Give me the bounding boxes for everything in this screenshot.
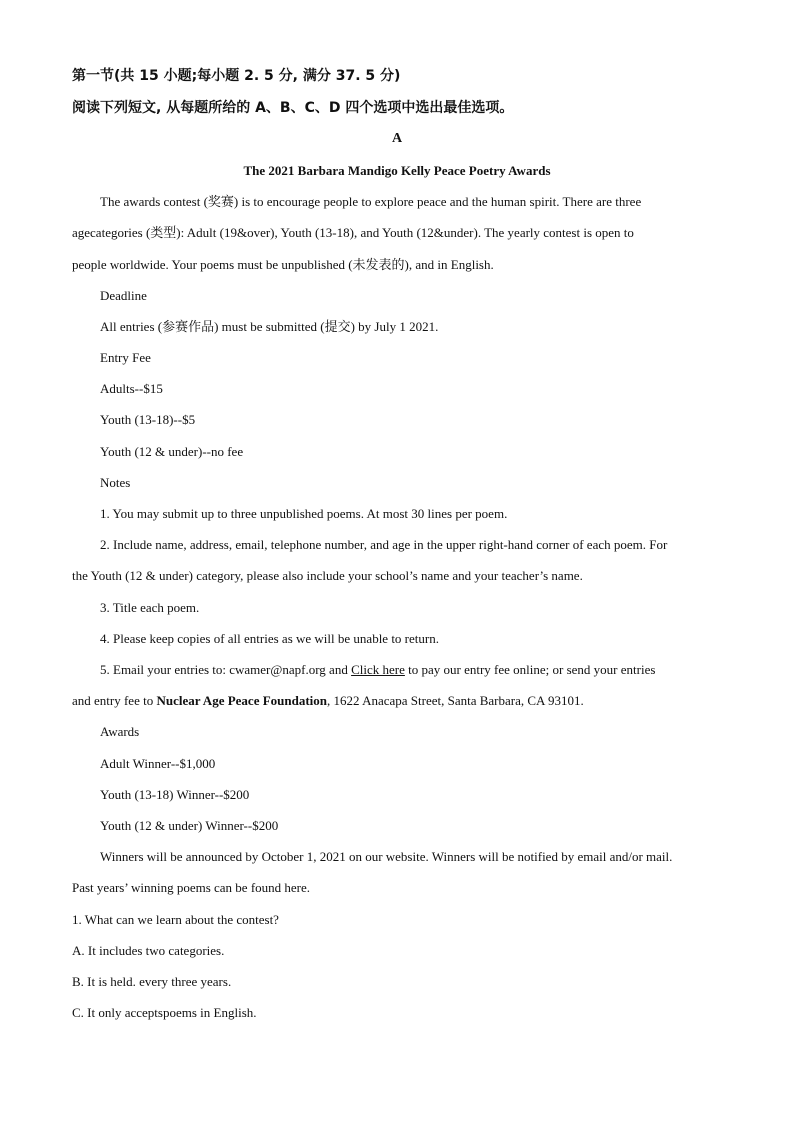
intro-line-1: The awards contest (奖赛) is to encourage people to explore peace and the human spirit. There are three [100, 194, 642, 209]
award-youth-13-18: Youth (13-18) Winner--$200 [100, 787, 250, 802]
note-5-line-2-start: and entry fee to [72, 693, 157, 708]
award-youth-12-under: Youth (12 & under) Winner--$200 [100, 818, 279, 833]
section-heading: 第一节(共 15 小题;每小题 2. 5 分, 满分 37. 5 分) [72, 68, 401, 84]
note-2-line-2: the Youth (12 & under) category, please also include your school’s name and your teacher’s name. [72, 568, 583, 583]
note-1: 1. You may submit up to three unpublished poems. At most 30 lines per poem. [100, 506, 508, 521]
option-a: A. It includes two categories. [72, 943, 225, 958]
note-5-text-end: to pay our entry fee online; or send your entries [404, 662, 656, 677]
entry-fee-heading: Entry Fee [100, 350, 151, 365]
option-c: C. It only acceptspoems in English. [72, 1005, 257, 1020]
passage-title: The 2021 Barbara Mandigo Kelly Peace Poetry Awards [243, 163, 551, 178]
note-3: 3. Title each poem. [100, 600, 200, 615]
note-5-line-1 [0, 662, 794, 678]
awards-heading: Awards [100, 724, 140, 739]
fee-item-adults: Adults--$15 [100, 381, 163, 396]
foundation-name: Nuclear Age Peace Foundation [156, 693, 328, 708]
passage-letter: A [391, 131, 403, 146]
note-2-line-1: 2. Include name, address, email, telephone number, and age in the upper right-hand corner of each poem. For [100, 537, 668, 552]
award-adult: Adult Winner--$1,000 [100, 756, 216, 771]
click-here-link[interactable]: Click here [351, 662, 405, 677]
deadline-heading: Deadline [100, 288, 147, 303]
question-stem: 1. What can we learn about the contest? [72, 912, 279, 927]
fee-item-youth-12-under: Youth (12 & under)--no fee [100, 444, 244, 459]
note-5-line-2 [0, 693, 794, 709]
note-4: 4. Please keep copies of all entries as we will be unable to return. [100, 631, 439, 646]
deadline-text: All entries (参赛作品) must be submitted (提交) by July 1 2021. [100, 319, 439, 334]
foundation-address: , 1622 Anacapa Street, Santa Barbara, CA 93101. [327, 693, 584, 708]
option-b: B. It is held. every three years. [72, 974, 232, 989]
instruction-heading: 阅读下列短文, 从每题所给的 A、B、C、D 四个选项中选出最佳选项。 [72, 100, 514, 116]
intro-line-2: agecategories (类型): Adult (19&over), Youth (13-18), and Youth (12&under). The yearly contest is open to [72, 225, 634, 240]
fee-item-youth-13-18: Youth (13-18)--$5 [100, 412, 196, 427]
note-5-text-start: 5. Email your entries to: cwamer@napf.org and [100, 662, 352, 677]
winners-line-2: Past years’ winning poems can be found here. [72, 880, 311, 895]
winners-line-1: Winners will be announced by October 1, 2021 on our website. Winners will be notified by email and/or mail. [100, 849, 673, 864]
notes-heading: Notes [100, 475, 131, 490]
intro-line-3: people worldwide. Your poems must be unpublished (未发表的), and in English. [72, 257, 494, 272]
